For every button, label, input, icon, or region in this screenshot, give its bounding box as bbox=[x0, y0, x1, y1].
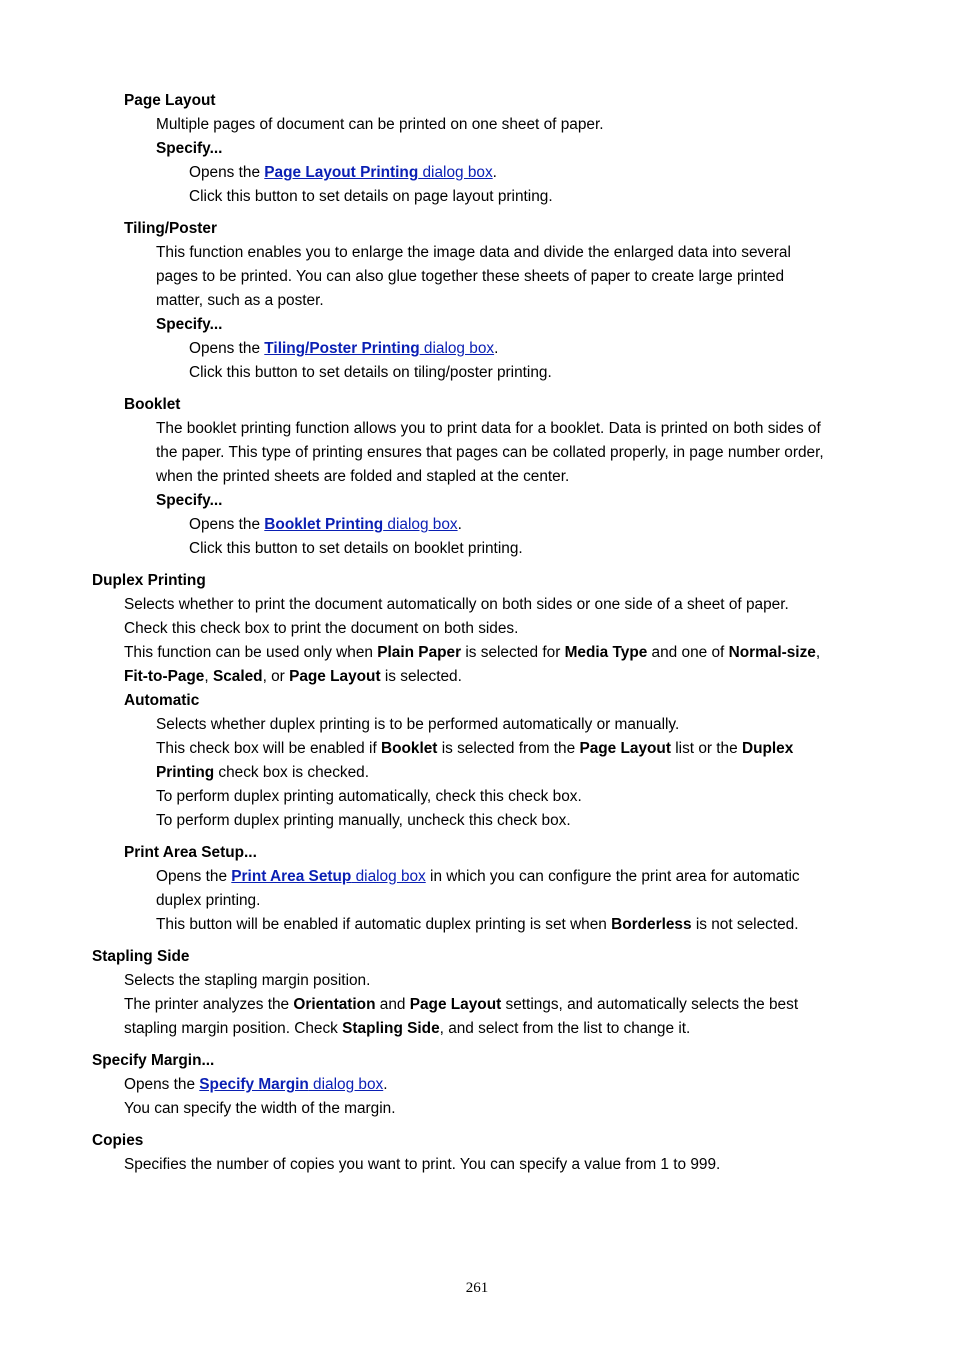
automatic-line: This check box will be enabled if Booklet is selected from the Page Layout list or the Duplex bbox=[156, 740, 794, 757]
page-layout-printing-link[interactable]: Page Layout Printing dialog box bbox=[264, 164, 493, 181]
automatic-line: To perform duplex printing automatically, check this check box. bbox=[156, 788, 582, 805]
tiling-opens-line: Opens the Tiling/Poster Printing dialog box. bbox=[189, 340, 499, 357]
duplex-line: Selects whether to print the document automatically on both sides or one side of a sheet of paper. bbox=[124, 596, 789, 613]
booklet-desc-line: the paper. This type of printing ensures that pages can be collated properly, in page number order, bbox=[156, 444, 824, 461]
tiling-desc-line: This function enables you to enlarge the image data and divide the enlarged data into several bbox=[156, 244, 791, 261]
tiling-desc-line: matter, such as a poster. bbox=[156, 292, 324, 309]
page-layout-click-text: Click this button to set details on page layout printing. bbox=[189, 188, 553, 205]
duplex-printing-heading: Duplex Printing bbox=[92, 572, 206, 589]
print-area-line: duplex printing. bbox=[156, 892, 261, 909]
booklet-specify-heading: Specify... bbox=[156, 492, 223, 509]
booklet-desc-line: when the printed sheets are folded and stapled at the center. bbox=[156, 468, 570, 485]
tiling-specify-heading: Specify... bbox=[156, 316, 223, 333]
document-body bbox=[0, 89, 954, 1177]
print-area-opens-line: Opens the Print Area Setup dialog box in which you can configure the print area for automatic bbox=[156, 868, 800, 885]
specify-margin-heading: Specify Margin... bbox=[92, 1052, 215, 1069]
page-number: 261 bbox=[465, 1280, 489, 1296]
stapling-side-heading: Stapling Side bbox=[92, 948, 190, 965]
automatic-heading: Automatic bbox=[124, 692, 200, 709]
page-layout-description: Multiple pages of document can be printed on one sheet of paper. bbox=[156, 116, 604, 133]
specify-margin-link[interactable]: Specify Margin dialog box bbox=[199, 1076, 384, 1093]
print-area-setup-heading: Print Area Setup... bbox=[124, 844, 257, 861]
margin-opens-line: Opens the Specify Margin dialog box. bbox=[124, 1076, 388, 1093]
copies-line: Specifies the number of copies you want to print. You can specify a value from 1 to 999. bbox=[124, 1156, 721, 1173]
margin-line: You can specify the width of the margin. bbox=[124, 1100, 396, 1117]
page-layout-heading: Page Layout bbox=[124, 92, 216, 109]
tiling-poster-printing-link[interactable]: Tiling/Poster Printing dialog box bbox=[264, 340, 495, 357]
page-layout-opens-line: Opens the Page Layout Printing dialog box. bbox=[189, 164, 497, 181]
duplex-line: Fit-to-Page, Scaled, or Page Layout is selected. bbox=[124, 668, 462, 685]
booklet-heading: Booklet bbox=[124, 396, 181, 413]
automatic-line: To perform duplex printing manually, uncheck this check box. bbox=[156, 812, 571, 829]
copies-heading: Copies bbox=[92, 1132, 144, 1149]
booklet-printing-link[interactable]: Booklet Printing dialog box bbox=[264, 516, 458, 533]
duplex-line: Check this check box to print the document on both sides. bbox=[124, 620, 519, 637]
stapling-line: The printer analyzes the Orientation and Page Layout settings, and automatically selects the best bbox=[124, 996, 799, 1013]
booklet-desc-line: The booklet printing function allows you to print data for a booklet. Data is printed on both sides of bbox=[156, 420, 821, 437]
print-area-line: This button will be enabled if automatic duplex printing is set when Borderless is not selected. bbox=[156, 916, 799, 933]
stapling-line: stapling margin position. Check Stapling Side, and select from the list to change it. bbox=[124, 1020, 691, 1037]
tiling-desc-line: pages to be printed. You can also glue together these sheets of paper to create large printed bbox=[156, 268, 785, 285]
tiling-click-text: Click this button to set details on tiling/poster printing. bbox=[189, 364, 552, 381]
duplex-line: This function can be used only when Plain Paper is selected for Media Type and one of Normal-size, bbox=[124, 644, 821, 661]
page-layout-specify-heading: Specify... bbox=[156, 140, 223, 157]
booklet-opens-line: Opens the Booklet Printing dialog box. bbox=[189, 516, 462, 533]
print-area-setup-link[interactable]: Print Area Setup dialog box bbox=[231, 868, 426, 885]
booklet-click-text: Click this button to set details on booklet printing. bbox=[189, 540, 523, 557]
stapling-line: Selects the stapling margin position. bbox=[124, 972, 371, 989]
automatic-line: Selects whether duplex printing is to be performed automatically or manually. bbox=[156, 716, 680, 733]
automatic-line: Printing check box is checked. bbox=[156, 764, 369, 781]
tiling-poster-heading: Tiling/Poster bbox=[124, 220, 217, 237]
